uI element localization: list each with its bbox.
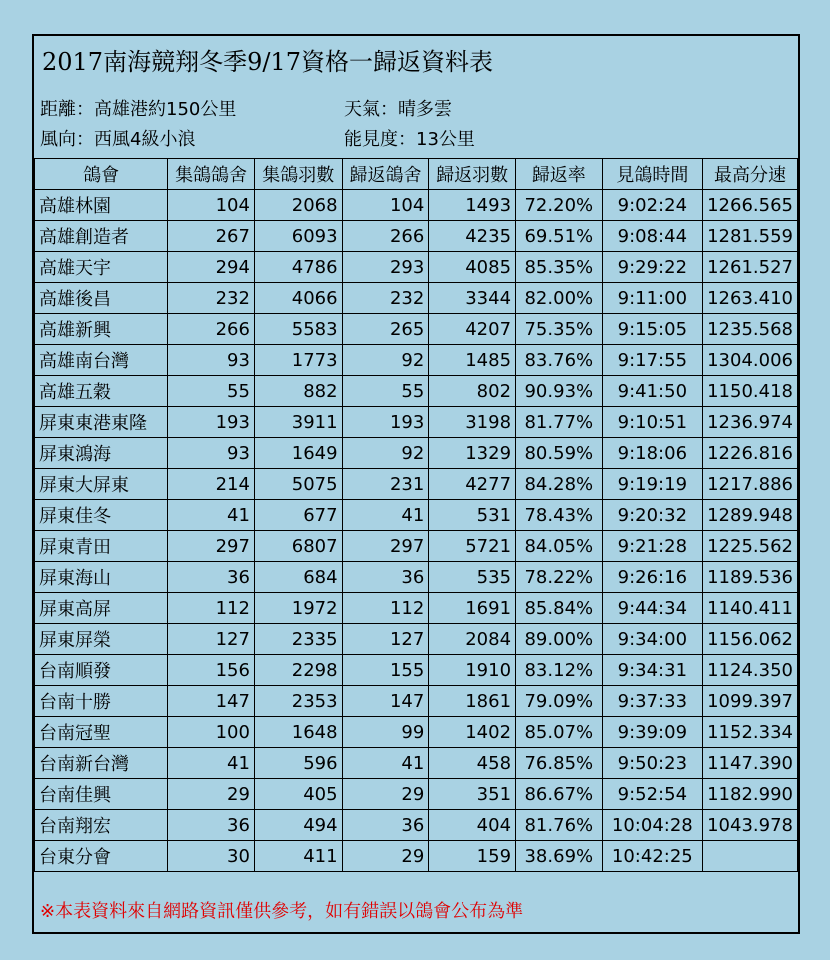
table-cell: 1266.565	[703, 190, 798, 221]
table-cell: 76.85%	[516, 748, 603, 779]
table-cell	[703, 841, 798, 872]
club-name-cell: 屏東佳冬	[35, 500, 168, 531]
table-cell: 684	[254, 562, 342, 593]
column-header: 歸返率	[516, 159, 603, 190]
column-header: 歸返鴿舍	[342, 159, 429, 190]
club-name-cell: 台南新台灣	[35, 748, 168, 779]
table-cell: 351	[429, 779, 516, 810]
table-cell: 9:02:24	[602, 190, 702, 221]
table-cell: 5721	[429, 531, 516, 562]
table-cell: 79.09%	[516, 686, 603, 717]
table-cell: 10:04:28	[602, 810, 702, 841]
table-cell: 1773	[254, 345, 342, 376]
wind-value: 西風4級小浪	[94, 129, 196, 150]
table-cell: 78.22%	[516, 562, 603, 593]
table-cell: 112	[168, 593, 255, 624]
table-cell: 1304.006	[703, 345, 798, 376]
table-cell: 9:29:22	[602, 252, 702, 283]
table-cell: 9:50:23	[602, 748, 702, 779]
table-cell: 83.12%	[516, 655, 603, 686]
table-row	[35, 283, 798, 314]
table-cell: 80.59%	[516, 438, 603, 469]
table-cell: 267	[168, 221, 255, 252]
table-row	[35, 376, 798, 407]
table-cell: 147	[168, 686, 255, 717]
table-cell: 69.51%	[516, 221, 603, 252]
table-cell: 882	[254, 376, 342, 407]
table-cell: 156	[168, 655, 255, 686]
table-cell: 1236.974	[703, 407, 798, 438]
table-cell: 112	[342, 593, 429, 624]
table-cell: 9:15:05	[602, 314, 702, 345]
table-row	[35, 779, 798, 810]
table-cell: 93	[168, 345, 255, 376]
table-cell: 36	[168, 562, 255, 593]
table-row	[35, 500, 798, 531]
club-name-cell: 高雄天宇	[35, 252, 168, 283]
table-cell: 596	[254, 748, 342, 779]
visibility-label: 能見度	[344, 129, 398, 150]
table-cell: 36	[342, 810, 429, 841]
table-cell: 4085	[429, 252, 516, 283]
weather-label: 天氣	[344, 99, 380, 120]
table-cell: 1329	[429, 438, 516, 469]
table-cell: 9:17:55	[602, 345, 702, 376]
table-row	[35, 655, 798, 686]
table-cell: 84.28%	[516, 469, 603, 500]
table-row	[35, 314, 798, 345]
table-cell: 85.35%	[516, 252, 603, 283]
table-cell: 85.84%	[516, 593, 603, 624]
table-cell: 1147.390	[703, 748, 798, 779]
club-name-cell: 屏東青田	[35, 531, 168, 562]
club-name-cell: 屏東高屏	[35, 593, 168, 624]
weather-info	[344, 96, 452, 124]
club-name-cell: 台南翔宏	[35, 810, 168, 841]
table-cell: 55	[168, 376, 255, 407]
table-cell: 6093	[254, 221, 342, 252]
table-cell: 266	[168, 314, 255, 345]
table-cell: 9:21:28	[602, 531, 702, 562]
table-cell: 404	[429, 810, 516, 841]
table-cell: 1156.062	[703, 624, 798, 655]
table-cell: 9:18:06	[602, 438, 702, 469]
table-cell: 1225.562	[703, 531, 798, 562]
table-cell: 3344	[429, 283, 516, 314]
table-cell: 127	[168, 624, 255, 655]
table-cell: 155	[342, 655, 429, 686]
table-cell: 405	[254, 779, 342, 810]
table-row	[35, 407, 798, 438]
table-row	[35, 221, 798, 252]
table-row	[35, 345, 798, 376]
table-cell: 92	[342, 438, 429, 469]
table-cell: 1189.536	[703, 562, 798, 593]
table-cell: 4235	[429, 221, 516, 252]
column-header: 集鴿鴿舍	[168, 159, 255, 190]
table-cell: 1263.410	[703, 283, 798, 314]
club-name-cell: 屏東大屏東	[35, 469, 168, 500]
table-cell: 232	[342, 283, 429, 314]
table-cell: 411	[254, 841, 342, 872]
table-cell: 93	[168, 438, 255, 469]
table-cell: 4786	[254, 252, 342, 283]
table-cell: 75.35%	[516, 314, 603, 345]
table-cell: 1152.334	[703, 717, 798, 748]
table-cell: 9:39:09	[602, 717, 702, 748]
distance-label: 距離	[40, 99, 76, 120]
table-cell: 1124.350	[703, 655, 798, 686]
table-cell: 266	[342, 221, 429, 252]
table-cell: 231	[342, 469, 429, 500]
table-cell: 6807	[254, 531, 342, 562]
table-row	[35, 717, 798, 748]
table-cell: 84.05%	[516, 531, 603, 562]
column-header: 集鴿羽數	[254, 159, 342, 190]
table-cell: 89.00%	[516, 624, 603, 655]
report-title: 2017南海競翔冬季9/17資格一歸返資料表	[42, 48, 493, 76]
weather-separator: ：	[380, 99, 398, 120]
club-name-cell: 台南順發	[35, 655, 168, 686]
table-cell: 9:37:33	[602, 686, 702, 717]
table-cell: 127	[342, 624, 429, 655]
distance-separator: ：	[76, 99, 94, 120]
table-cell: 214	[168, 469, 255, 500]
wind-info	[40, 126, 195, 154]
table-cell: 677	[254, 500, 342, 531]
club-name-cell: 高雄後昌	[35, 283, 168, 314]
table-cell: 1861	[429, 686, 516, 717]
table-row	[35, 252, 798, 283]
table-cell: 9:26:16	[602, 562, 702, 593]
table-cell: 9:20:32	[602, 500, 702, 531]
visibility-separator: ：	[398, 129, 416, 150]
table-cell: 1289.948	[703, 500, 798, 531]
table-row	[35, 190, 798, 221]
weather-value: 晴多雲	[398, 99, 452, 120]
table-cell: 1649	[254, 438, 342, 469]
report-frame	[32, 34, 800, 934]
table-cell: 1281.559	[703, 221, 798, 252]
table-row	[35, 593, 798, 624]
header-row	[35, 159, 798, 190]
table-cell: 36	[342, 562, 429, 593]
table-row	[35, 686, 798, 717]
table-cell: 535	[429, 562, 516, 593]
club-name-cell: 高雄南台灣	[35, 345, 168, 376]
table-row	[35, 562, 798, 593]
visibility-info	[344, 126, 475, 154]
table-cell: 265	[342, 314, 429, 345]
table-cell: 41	[168, 748, 255, 779]
table-cell: 1043.978	[703, 810, 798, 841]
column-header: 最高分速	[703, 159, 798, 190]
results-table	[34, 158, 798, 872]
table-cell: 29	[168, 779, 255, 810]
table-cell: 1226.816	[703, 438, 798, 469]
table-cell: 30	[168, 841, 255, 872]
table-cell: 297	[342, 531, 429, 562]
table-cell: 90.93%	[516, 376, 603, 407]
column-header: 歸返羽數	[429, 159, 516, 190]
column-header: 鴿會	[35, 159, 168, 190]
table-cell: 193	[168, 407, 255, 438]
table-cell: 458	[429, 748, 516, 779]
table-cell: 9:44:34	[602, 593, 702, 624]
table-cell: 41	[342, 748, 429, 779]
table-cell: 232	[168, 283, 255, 314]
table-cell: 293	[342, 252, 429, 283]
table-cell: 9:19:19	[602, 469, 702, 500]
club-name-cell: 台南佳興	[35, 779, 168, 810]
table-cell: 10:42:25	[602, 841, 702, 872]
table-cell: 5075	[254, 469, 342, 500]
club-name-cell: 高雄新興	[35, 314, 168, 345]
table-cell: 294	[168, 252, 255, 283]
table-cell: 4066	[254, 283, 342, 314]
table-cell: 2353	[254, 686, 342, 717]
table-cell: 86.67%	[516, 779, 603, 810]
table-cell: 1972	[254, 593, 342, 624]
table-cell: 3198	[429, 407, 516, 438]
table-cell: 9:41:50	[602, 376, 702, 407]
club-name-cell: 屏東海山	[35, 562, 168, 593]
table-cell: 1099.397	[703, 686, 798, 717]
table-cell: 55	[342, 376, 429, 407]
table-cell: 78.43%	[516, 500, 603, 531]
wind-label: 風向	[40, 129, 76, 150]
table-cell: 9:34:00	[602, 624, 702, 655]
visibility-value: 13公里	[416, 129, 475, 150]
club-name-cell: 高雄創造者	[35, 221, 168, 252]
table-cell: 1691	[429, 593, 516, 624]
table-cell: 1235.568	[703, 314, 798, 345]
table-cell: 9:11:00	[602, 283, 702, 314]
table-cell: 1493	[429, 190, 516, 221]
table-cell: 1217.886	[703, 469, 798, 500]
table-cell: 1402	[429, 717, 516, 748]
table-cell: 29	[342, 779, 429, 810]
table-cell: 104	[342, 190, 429, 221]
table-cell: 41	[342, 500, 429, 531]
club-name-cell: 高雄林園	[35, 190, 168, 221]
column-header: 見鴿時間	[602, 159, 702, 190]
table-cell: 81.77%	[516, 407, 603, 438]
club-name-cell: 高雄五穀	[35, 376, 168, 407]
club-name-cell: 台南十勝	[35, 686, 168, 717]
table-cell: 4277	[429, 469, 516, 500]
table-cell: 1261.527	[703, 252, 798, 283]
club-name-cell: 台東分會	[35, 841, 168, 872]
table-cell: 2298	[254, 655, 342, 686]
table-cell: 147	[342, 686, 429, 717]
table-cell: 2335	[254, 624, 342, 655]
wind-separator: ：	[76, 129, 94, 150]
table-cell: 9:52:54	[602, 779, 702, 810]
club-name-cell: 台南冠聖	[35, 717, 168, 748]
table-cell: 36	[168, 810, 255, 841]
table-row	[35, 841, 798, 872]
table-cell: 2068	[254, 190, 342, 221]
table-row	[35, 469, 798, 500]
table-cell: 5583	[254, 314, 342, 345]
table-cell: 1150.418	[703, 376, 798, 407]
table-cell: 9:08:44	[602, 221, 702, 252]
table-row	[35, 624, 798, 655]
table-cell: 29	[342, 841, 429, 872]
table-body	[35, 190, 798, 872]
table-cell: 82.00%	[516, 283, 603, 314]
table-cell: 81.76%	[516, 810, 603, 841]
club-name-cell: 屏東東港東隆	[35, 407, 168, 438]
table-cell: 1485	[429, 345, 516, 376]
table-cell: 38.69%	[516, 841, 603, 872]
table-cell: 99	[342, 717, 429, 748]
table-cell: 100	[168, 717, 255, 748]
distance-value: 高雄港約150公里	[94, 99, 237, 120]
table-cell: 9:34:31	[602, 655, 702, 686]
table-cell: 531	[429, 500, 516, 531]
table-cell: 92	[342, 345, 429, 376]
table-cell: 2084	[429, 624, 516, 655]
club-name-cell: 屏東鴻海	[35, 438, 168, 469]
table-cell: 4207	[429, 314, 516, 345]
table-cell: 9:10:51	[602, 407, 702, 438]
table-cell: 83.76%	[516, 345, 603, 376]
table-cell: 1140.411	[703, 593, 798, 624]
table-cell: 1648	[254, 717, 342, 748]
table-row	[35, 531, 798, 562]
table-row	[35, 810, 798, 841]
table-cell: 72.20%	[516, 190, 603, 221]
table-row	[35, 438, 798, 469]
table-cell: 1910	[429, 655, 516, 686]
table-cell: 85.07%	[516, 717, 603, 748]
table-cell: 193	[342, 407, 429, 438]
table-cell: 802	[429, 376, 516, 407]
table-cell: 297	[168, 531, 255, 562]
table-cell: 41	[168, 500, 255, 531]
table-cell: 3911	[254, 407, 342, 438]
distance-info	[40, 96, 236, 124]
club-name-cell: 屏東屏榮	[35, 624, 168, 655]
table-cell: 104	[168, 190, 255, 221]
table-row	[35, 748, 798, 779]
table-cell: 159	[429, 841, 516, 872]
table-cell: 494	[254, 810, 342, 841]
disclaimer-note: ※本表資料來自網路資訊僅供參考，如有錯誤以鴿會公布為準	[40, 901, 524, 922]
table-cell: 1182.990	[703, 779, 798, 810]
